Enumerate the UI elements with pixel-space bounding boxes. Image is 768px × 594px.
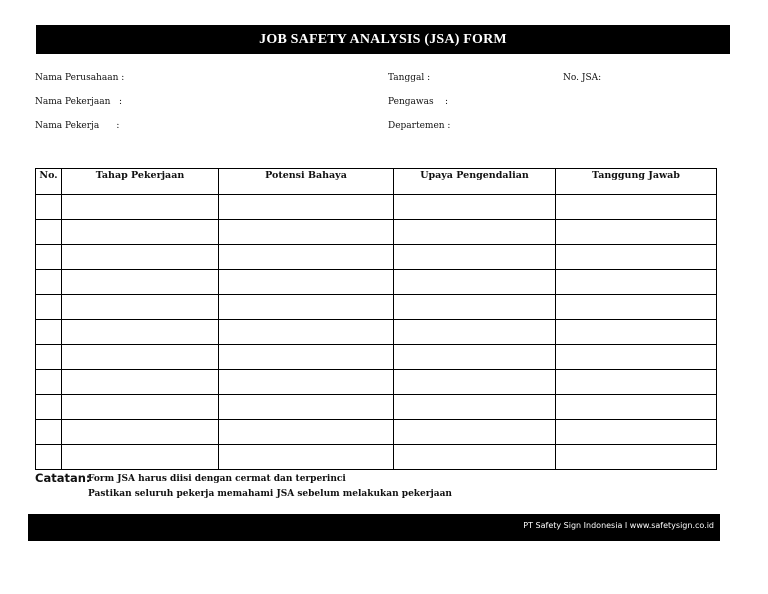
cell-potential-hazard[interactable] [219,245,394,270]
cell-job-step[interactable] [62,295,219,320]
cell-responsibility[interactable] [556,270,717,295]
cell-control-measure[interactable] [394,345,556,370]
table-row [36,245,717,270]
footer-text: PT Safety Sign Indonesia I www.safetysign.co.id [523,521,714,530]
cell-job-step[interactable] [62,395,219,420]
cell-potential-hazard[interactable] [219,420,394,445]
cell-control-measure[interactable] [394,220,556,245]
cell-responsibility[interactable] [556,445,717,470]
supervisor-label: Pengawas : [388,97,449,107]
cell-no[interactable] [36,345,62,370]
cell-potential-hazard[interactable] [219,295,394,320]
cell-control-measure[interactable] [394,245,556,270]
cell-potential-hazard[interactable] [219,220,394,245]
table-body [36,195,717,470]
cell-potential-hazard[interactable] [219,445,394,470]
cell-control-measure[interactable] [394,370,556,395]
cell-responsibility[interactable] [556,320,717,345]
table-row [36,270,717,295]
jsa-number-label: No. JSA: [563,73,602,83]
form-title: JOB SAFETY ANALYSIS (JSA) FORM [36,25,730,54]
cell-responsibility[interactable] [556,345,717,370]
cell-job-step[interactable] [62,195,219,220]
cell-job-step[interactable] [62,220,219,245]
table-row [36,320,717,345]
cell-potential-hazard[interactable] [219,320,394,345]
table-row [36,220,717,245]
cell-control-measure[interactable] [394,195,556,220]
note-line-2: Pastikan seluruh pekerja memahami JSA sebelum melakukan pekerjaan [88,489,452,499]
cell-control-measure[interactable] [394,295,556,320]
cell-responsibility[interactable] [556,395,717,420]
cell-no[interactable] [36,195,62,220]
cell-no[interactable] [36,395,62,420]
table-row [36,195,717,220]
header-job-step: Tahap Pekerjaan [62,169,219,195]
job-name-label: Nama Pekerjaan : [35,97,122,107]
cell-responsibility[interactable] [556,420,717,445]
cell-potential-hazard[interactable] [219,270,394,295]
cell-job-step[interactable] [62,370,219,395]
table-header-row [36,169,717,195]
cell-job-step[interactable] [62,345,219,370]
cell-job-step[interactable] [62,445,219,470]
cell-responsibility[interactable] [556,245,717,270]
cell-control-measure[interactable] [394,445,556,470]
cell-control-measure[interactable] [394,420,556,445]
company-name-label: Nama Perusahaan : [35,73,125,83]
date-label: Tanggal : [388,73,431,83]
cell-no[interactable] [36,295,62,320]
cell-control-measure[interactable] [394,395,556,420]
cell-responsibility[interactable] [556,370,717,395]
table-row [36,395,717,420]
cell-responsibility[interactable] [556,295,717,320]
department-label: Departemen : [388,121,451,131]
header-potential-hazard: Potensi Bahaya [219,169,394,195]
worker-name-label: Nama Pekerja : [35,121,120,131]
cell-no[interactable] [36,320,62,345]
cell-job-step[interactable] [62,420,219,445]
table-row [36,295,717,320]
cell-potential-hazard[interactable] [219,345,394,370]
notes-label: Catatan: [35,471,91,485]
cell-control-measure[interactable] [394,320,556,345]
jsa-table [35,168,717,470]
table-row [36,345,717,370]
table-row [36,445,717,470]
cell-no[interactable] [36,220,62,245]
cell-job-step[interactable] [62,270,219,295]
header-control-measure: Upaya Pengendalian [394,169,556,195]
footer-bar [28,514,720,541]
cell-no[interactable] [36,370,62,395]
cell-no[interactable] [36,445,62,470]
cell-no[interactable] [36,420,62,445]
cell-no[interactable] [36,270,62,295]
cell-responsibility[interactable] [556,195,717,220]
header-no: No. [36,169,62,195]
header-responsibility: Tanggung Jawab [556,169,717,195]
cell-job-step[interactable] [62,320,219,345]
note-line-1: Form JSA harus diisi dengan cermat dan terperinci [88,474,346,484]
cell-control-measure[interactable] [394,270,556,295]
cell-potential-hazard[interactable] [219,395,394,420]
cell-responsibility[interactable] [556,220,717,245]
cell-no[interactable] [36,245,62,270]
cell-potential-hazard[interactable] [219,195,394,220]
table-row [36,370,717,395]
cell-job-step[interactable] [62,245,219,270]
cell-potential-hazard[interactable] [219,370,394,395]
table-row [36,420,717,445]
